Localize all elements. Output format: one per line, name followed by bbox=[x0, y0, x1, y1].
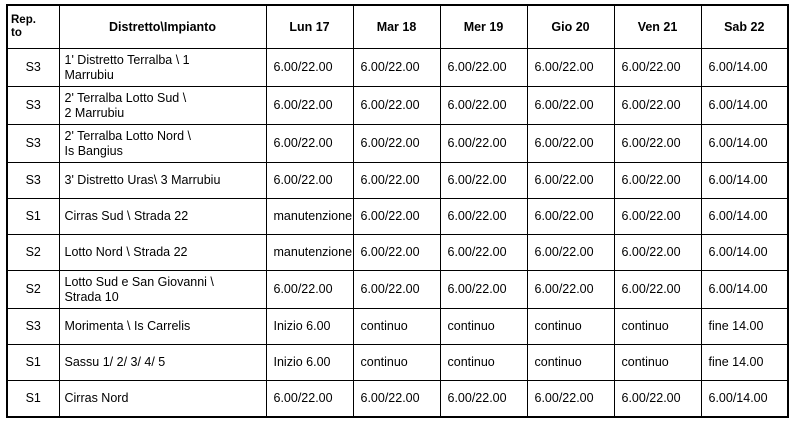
cell-district: Cirras Nord bbox=[59, 381, 266, 417]
table-row bbox=[7, 309, 788, 345]
cell-day-5: continuo bbox=[614, 345, 701, 381]
cell-district bbox=[59, 125, 266, 163]
cell-day-1: 6.00/22.00 bbox=[266, 49, 353, 87]
table-row bbox=[7, 49, 788, 87]
cell-rep: S3 bbox=[7, 309, 59, 345]
cell-district bbox=[59, 49, 266, 87]
cell-day-6: 6.00/14.00 bbox=[701, 271, 788, 309]
cell-day-5: 6.00/22.00 bbox=[614, 235, 701, 271]
column-header-day-6: Sab 22 bbox=[701, 5, 788, 49]
cell-rep: S2 bbox=[7, 235, 59, 271]
cell-day-5: 6.00/22.00 bbox=[614, 199, 701, 235]
cell-day-1: 6.00/22.00 bbox=[266, 271, 353, 309]
cell-day-4: 6.00/22.00 bbox=[527, 235, 614, 271]
cell-day-3: continuo bbox=[440, 309, 527, 345]
cell-day-6: 6.00/14.00 bbox=[701, 49, 788, 87]
cell-day-2: 6.00/22.00 bbox=[353, 87, 440, 125]
cell-district-line2: Is Bangius bbox=[64, 143, 123, 158]
cell-day-5: 6.00/22.00 bbox=[614, 381, 701, 417]
cell-district: Cirras Sud \ Strada 22 bbox=[59, 199, 266, 235]
cell-district bbox=[59, 271, 266, 309]
cell-day-6: 6.00/14.00 bbox=[701, 381, 788, 417]
cell-day-5: 6.00/22.00 bbox=[614, 125, 701, 163]
cell-day-4: 6.00/22.00 bbox=[527, 271, 614, 309]
cell-day-1: Inizio 6.00 bbox=[266, 345, 353, 381]
cell-day-6: 6.00/14.00 bbox=[701, 87, 788, 125]
cell-day-3: 6.00/22.00 bbox=[440, 235, 527, 271]
table-header bbox=[7, 5, 788, 49]
column-header-district: Distretto\Impianto bbox=[59, 5, 266, 49]
cell-day-2: 6.00/22.00 bbox=[353, 199, 440, 235]
cell-district-line2: 2 Marrubiu bbox=[64, 105, 125, 120]
cell-day-2: 6.00/22.00 bbox=[353, 125, 440, 163]
cell-day-2: 6.00/22.00 bbox=[353, 235, 440, 271]
cell-day-5: continuo bbox=[614, 309, 701, 345]
cell-day-5: 6.00/22.00 bbox=[614, 271, 701, 309]
cell-day-4: 6.00/22.00 bbox=[527, 381, 614, 417]
cell-rep: S3 bbox=[7, 125, 59, 163]
cell-day-6: 6.00/14.00 bbox=[701, 235, 788, 271]
table-row bbox=[7, 163, 788, 199]
cell-day-2: continuo bbox=[353, 309, 440, 345]
cell-day-1: Inizio 6.00 bbox=[266, 309, 353, 345]
cell-day-4: continuo bbox=[527, 309, 614, 345]
cell-district-line1: 2' Terralba Lotto Sud \ bbox=[64, 90, 187, 105]
cell-day-4: 6.00/22.00 bbox=[527, 163, 614, 199]
cell-day-4: continuo bbox=[527, 345, 614, 381]
cell-day-1: 6.00/22.00 bbox=[266, 87, 353, 125]
table-row bbox=[7, 345, 788, 381]
cell-day-3: 6.00/22.00 bbox=[440, 163, 527, 199]
table-row bbox=[7, 87, 788, 125]
table-row bbox=[7, 125, 788, 163]
cell-day-2: continuo bbox=[353, 345, 440, 381]
cell-district: Morimenta \ Is Carrelis bbox=[59, 309, 266, 345]
cell-day-5: 6.00/22.00 bbox=[614, 87, 701, 125]
column-header-day-4: Gio 20 bbox=[527, 5, 614, 49]
column-header-day-3: Mer 19 bbox=[440, 5, 527, 49]
cell-district-line1: 1' Distretto Terralba \ 1 bbox=[64, 52, 190, 67]
cell-rep: S1 bbox=[7, 199, 59, 235]
table-row bbox=[7, 381, 788, 417]
table-row bbox=[7, 199, 788, 235]
cell-day-5: 6.00/22.00 bbox=[614, 49, 701, 87]
cell-rep: S3 bbox=[7, 163, 59, 199]
cell-district: Lotto Nord \ Strada 22 bbox=[59, 235, 266, 271]
cell-day-2: 6.00/22.00 bbox=[353, 49, 440, 87]
cell-day-1: 6.00/22.00 bbox=[266, 163, 353, 199]
table-body bbox=[7, 49, 788, 417]
header-row bbox=[7, 5, 788, 49]
cell-district-line1: Lotto Sud e San Giovanni \ bbox=[64, 274, 214, 289]
cell-district: 3' Distretto Uras\ 3 Marrubiu bbox=[59, 163, 266, 199]
cell-day-3: 6.00/22.00 bbox=[440, 271, 527, 309]
cell-day-3: 6.00/22.00 bbox=[440, 381, 527, 417]
cell-district bbox=[59, 87, 266, 125]
cell-district-line2: Strada 10 bbox=[64, 289, 119, 304]
cell-day-6: 6.00/14.00 bbox=[701, 125, 788, 163]
table-row bbox=[7, 271, 788, 309]
cell-day-4: 6.00/22.00 bbox=[527, 125, 614, 163]
cell-day-1: manutenzione bbox=[266, 199, 353, 235]
cell-day-3: 6.00/22.00 bbox=[440, 125, 527, 163]
cell-rep: S3 bbox=[7, 49, 59, 87]
cell-day-5: 6.00/22.00 bbox=[614, 163, 701, 199]
cell-day-2: 6.00/22.00 bbox=[353, 271, 440, 309]
cell-day-4: 6.00/22.00 bbox=[527, 87, 614, 125]
cell-day-3: 6.00/22.00 bbox=[440, 87, 527, 125]
cell-day-2: 6.00/22.00 bbox=[353, 163, 440, 199]
cell-day-4: 6.00/22.00 bbox=[527, 49, 614, 87]
cell-day-2: 6.00/22.00 bbox=[353, 381, 440, 417]
cell-day-6: fine 14.00 bbox=[701, 345, 788, 381]
column-header-rep-line2: to bbox=[11, 27, 22, 39]
column-header-rep bbox=[7, 5, 59, 49]
cell-day-4: 6.00/22.00 bbox=[527, 199, 614, 235]
cell-day-3: continuo bbox=[440, 345, 527, 381]
cell-district: Sassu 1/ 2/ 3/ 4/ 5 bbox=[59, 345, 266, 381]
cell-rep: S2 bbox=[7, 271, 59, 309]
table-row bbox=[7, 235, 788, 271]
cell-day-1: 6.00/22.00 bbox=[266, 381, 353, 417]
cell-district-line2: Marrubiu bbox=[64, 67, 114, 82]
cell-day-6: 6.00/14.00 bbox=[701, 199, 788, 235]
column-header-rep-line1: Rep. bbox=[11, 14, 36, 27]
irrigation-schedule-table bbox=[6, 4, 789, 418]
column-header-day-5: Ven 21 bbox=[614, 5, 701, 49]
cell-rep: S3 bbox=[7, 87, 59, 125]
cell-rep: S1 bbox=[7, 345, 59, 381]
document-page bbox=[0, 4, 794, 430]
cell-rep: S1 bbox=[7, 381, 59, 417]
cell-day-6: fine 14.00 bbox=[701, 309, 788, 345]
cell-day-3: 6.00/22.00 bbox=[440, 49, 527, 87]
cell-district-line1: 2' Terralba Lotto Nord \ bbox=[64, 128, 192, 143]
column-header-day-2: Mar 18 bbox=[353, 5, 440, 49]
cell-day-6: 6.00/14.00 bbox=[701, 163, 788, 199]
column-header-day-1: Lun 17 bbox=[266, 5, 353, 49]
cell-day-1: manutenzione bbox=[266, 235, 353, 271]
cell-day-3: 6.00/22.00 bbox=[440, 199, 527, 235]
cell-day-1: 6.00/22.00 bbox=[266, 125, 353, 163]
